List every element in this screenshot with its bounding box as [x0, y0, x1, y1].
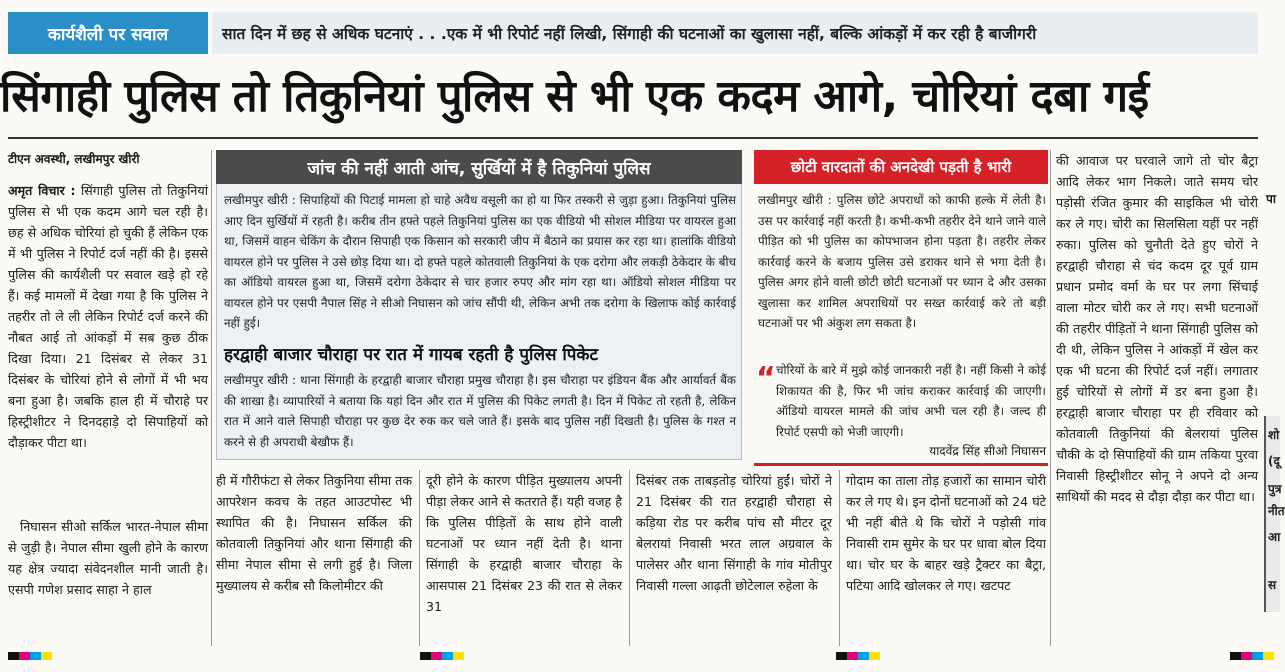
ad-text: आ — [1268, 530, 1281, 544]
headline-rule — [8, 137, 1258, 139]
print-registration-marks — [420, 652, 464, 660]
column-3: दूरी होने के कारण पीड़ित मुख्यालय अपनी पीड़ा लेकर आने से कतराते हैं। यही वजह है कि पुलिस पीड़ितों के साथ होने वाली घटनाओं पर ध्यान नहीं देती है। थाना सिंगाही के हरद्वाही बाजार चौराहा के आसपास 21 दिसंबर 23 की रात से लेकर 31 — [426, 473, 622, 614]
sidebar-box-petty-crime-text: लखीमपुर खीरी : पुलिस छोटे अपराधों को काफी हल्के में लेती है। उस पर कार्रवाई नहीं करती है। कभी-कभी तहरीर देने थाने जाने वाले पीड़ित को भी पुलिस का कोपभाजन होना पड़ता है। तहरीर लेकर कार्रवाई करने के बजाय पुलिस उसे डराकर थाने से भगा देती है। पुलिस अगर होने वाली छोटी छोटी घटनाओं पर ध्यान दे और उसका खुलासा कर शामिल अपराधियों पर सख्त कार्रवाई करे तो बड़ी घटनाओं पर भी अंकुश लग सकता है। — [758, 193, 1046, 330]
column-5: गोदाम का ताला तोड़ हजारों का सामान चोरी कर ले गए थे। इन दोनों घटनाओं को 24 घंटे भी नहीं बीते थे कि चोरों ने पड़ोसी गांव निवासी राम सुमेर के घर पर धावा बोल दिया था। चोर घर के बाहर खड़े ट्रैक्टर का बैट्रा, पटिया आदि खोलकर ले गए। खटपट — [846, 473, 1046, 593]
byline: टीएन अवस्थी, लखीमपुर खीरी — [8, 152, 140, 166]
ad-text: पुत्र — [1268, 482, 1282, 496]
print-registration-marks — [8, 652, 52, 660]
sidebar-box-tikuniya-text: लखीमपुर खीरी : सिपाहियों की पिटाई मामला हो चाहे अवैध वसूली का हो या फिर तस्करी से जुड़ा हुआ। तिकुनियां पुलिस आए दिन सुर्खियों में रहती है। करीब तीन हफ्ते पहले तिकुनियां पुलिस का एक वीडियो भी सोशल मीडिया पर वायरल हुआ था, जिसमें वाहन चेकिंग के दौरान सिपाही एक किसान को सरकारी जीप में बैठाने का प्रयास कर रहा था। हालांकि वीडियो वायरल होने पर पुलिस ने उसे छोड़ दिया था। दो हफ्ते पहले कोतवाली तिकुनियां के एक दरोगा और लकड़ी ठेकेदार के बीच का ऑडियो वायरल हुआ था, जिसमें दरोगा ठेकेदार से चार हजार रुपए और मांग रहा था। ऑडियो सोशल मीडिया पर वायरल होने पर एसपी नैपाल सिंह ने सीओ निघासन को जांच सौंपी थी, लेकिन अभी तक दरोगा के खिलाफ कोई कार्रवाई नहीं हुई। — [224, 193, 736, 330]
ad-text-top: पा — [1266, 192, 1276, 206]
ad-text: नीत — [1268, 504, 1285, 518]
quote-icon: “ — [756, 361, 776, 396]
edge-advertisement — [1264, 416, 1285, 612]
sidebar-box-petty-crime-heading: छोटी वारदातों की अनदेखी पड़ती है भारी — [754, 150, 1048, 184]
headline: सिंगाही पुलिस तो तिकुनियां पुलिस से भी एक कदम आगे, चोरियां दबा गई — [0, 71, 1149, 122]
ad-text: (दू — [1268, 454, 1280, 468]
co-quote-author: यादवेंद्र सिंह सीओ निघासन — [929, 444, 1046, 458]
column-4: दिसंबर तक ताबड़तोड़ चोरियां हुईं। चोरों ने 21 दिसंबर की रात हरद्वाही चौराहा से कड़िया रोड पर करीब पांच सौ मीटर दूर बेलरायां निवासी भरत लाल अग्रवाल के पालेसर और थाना सिंगाही के गांव मोतीपुर निवासी गल्ला आढ़ती छोटेलाल रुहेला के — [636, 473, 832, 593]
column-divider — [1050, 150, 1051, 646]
sidebar-box-picket-text: लखीमपुर खीरी : थाना सिंगाही के हरद्वाही बाजार चौराहा प्रमुख चौराहा है। इस चौराहा पर इंडियन बैंक और आर्यावर्त बैंक की शाखा है। व्यापारियों ने बताया कि यहां दिन और रात में पुलिस की पिकेट लगती है। दिन में पिकेट तो रहती है, लेकिन रात में आने वाले सिपाही चौराहा पर कुछ देर रुक कर चले जाते हैं। इसके बाद पुलिस नहीं दिखती है। पुलिस के गश्त न करने से ही अपराधी बेखौफ हैं। — [224, 373, 736, 449]
strapline: सात दिन में छह से अधिक घटनाएं . . .एक में भी रिपोर्ट नहीं लिखी, सिंगाही की घटनाओं का खुलासा नहीं, बल्कि आंकड़ों में कर रही है बाजीगरी — [212, 12, 1258, 54]
column-divider — [419, 470, 420, 646]
box-red-rule — [754, 463, 1048, 466]
sidebar-box-tikuniya-heading: जांच की नहीं आती आंच, सुर्खियों में है तिकुनियां पुलिस — [216, 150, 742, 184]
lead-text: सिंगाही पुलिस तो तिकुनियां पुलिस से भी एक कदम आगे चल रही है। छह से अधिक चोरियां हो चुकी हैं लेकिन एक में भी पुलिस ने रिपोर्ट दर्ज नहीं की है। इससे पुलिस की कार्यशैली पर सवाल खड़े हो रहे हैं। कई मामलों में देखा गया है कि पुलिस ने तहरीर तो ले ली लेकिन रिपोर्ट दर्ज करने की नौबत आई तो आंकड़ों में सब कुछ ठीक दिखा दिया। 21 दिसंबर से लेकर 31 दिसंबर के चोरियां होने से लोगों में भी भय बना हुआ है। जबकि हाल ही में चौराहे पर हिस्ट्रीशीटर ने दिनदहाड़े दो सिपाहियों को दौड़ाकर पीटा था। — [8, 183, 208, 450]
column-1-para: निघासन सीओ सर्किल भारत-नेपाल सीमा से जुड़ी है। नेपाल सीमा खुली होने के कारण यह क्षेत्र ज्यादा संवेदनशील मानी जाती है। एसपी गणेश प्रसाद साहा ने हाल — [8, 519, 208, 597]
lead-label: अमृत विचार : — [8, 183, 76, 198]
sidebar-box-picket-heading: हरद्वाही बाजार चौराहा पर रात में गायब रहती है पुलिस पिकेट — [224, 345, 599, 365]
section-tag: कार्यशैली पर सवाल — [8, 12, 208, 54]
print-registration-marks — [1230, 652, 1274, 660]
column-6: की आवाज पर घरवाले जागे तो चोर बैट्रा आदि लेकर भाग निकले। जाते समय चोर पड़ोसी रंजित कुमार की साइकिल भी चोरी कर ले गए। चोरी का सिलसिला यहीं पर नहीं रुका। पुलिस को चुनौती देते हुए चोरों ने हरद्वाही चौराहा से चंद कदम दूर पूर्व ग्राम प्रधान प्रमोद वर्मा के घर पर लगा सिंचाई वाला मोटर चोरी कर ले गए। सभी घटनाओं की तहरीर पीड़ितों ने थाना सिंगाही पुलिस को दी थी, लेकिन पुलिस ने आंकड़ों में खेल कर एक भी घटना की रिपोर्ट दर्ज नहीं। लगातार हुई चोरियों से लोगों में डर बना हुआ है। हरद्वाही बाजार चौराहा पर ही रविवार को कोतवाली तिकुनियां की बेलरायां पुलिस चौकी के दो सिपाहियों की ग्राम तकिया पुरवा निवासी हिस्ट्रीशीटर सोनू ने अपने दो अन्य साथियों की मदद से दौड़ा दौड़ा कर पीटा था। — [1056, 153, 1258, 504]
print-registration-marks — [836, 652, 880, 660]
column-2: ही में गौरीफंटा से लेकर तिकुनिया सीमा तक आपरेशन कवच के तहत आउटपोस्ट भी स्थापित की है। निघासन सर्किल की कोतवाली तिकुनियां और थाना सिंगाही की सीमा नेपाल सीमा से लगी हुई है। जिला मुख्यालय से करीब सौ किलोमीटर की — [216, 473, 412, 593]
column-divider — [629, 470, 630, 646]
co-quote-text: चोरियों के बारे में मुझे कोई जानकारी नहीं है। नहीं किसी ने कोई शिकायत की है, फिर भी जांच कराकर कार्रवाई की जाएगी। ऑडियो वायरल मामले की जांच अभी चल रही है। जल्द ही रिपोर्ट एसपी को भेजी जाएगी। — [776, 363, 1046, 439]
column-1-lead — [8, 180, 208, 510]
column-divider — [839, 470, 840, 646]
column-divider — [211, 150, 212, 646]
ad-text: स — [1268, 578, 1277, 592]
ad-text: शो — [1268, 428, 1280, 442]
